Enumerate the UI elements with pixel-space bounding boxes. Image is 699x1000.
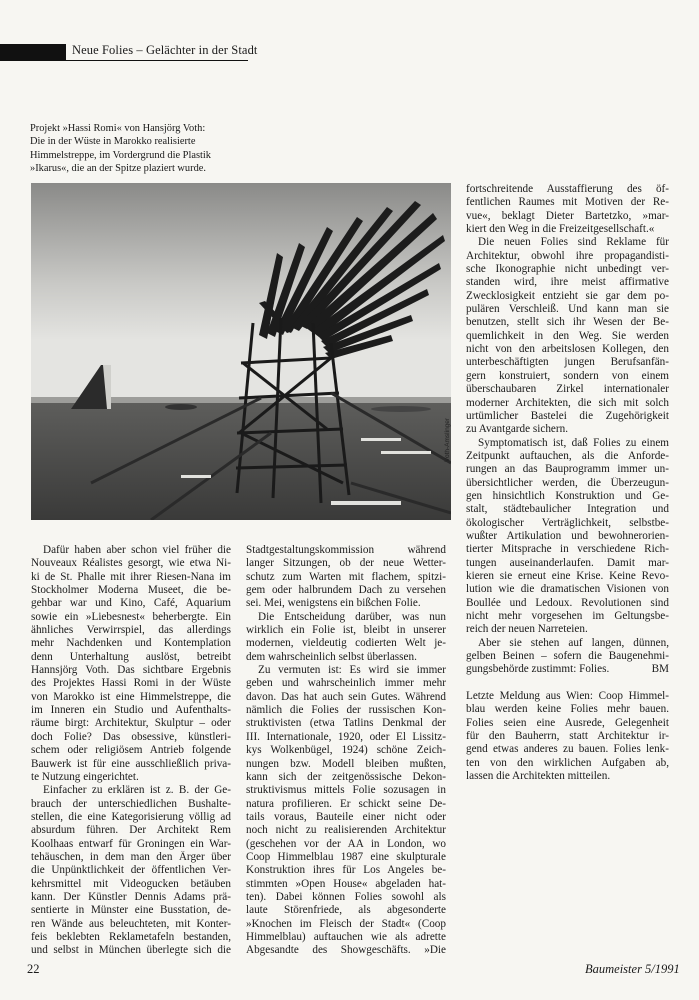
text-line: ren Wände aus beleuchteten, mit Konter-	[31, 917, 231, 930]
text-line: struktivismus mittels Folie sozusagen in	[246, 784, 446, 797]
text-line: stellen, die eine Kategorisierung völlig ad	[31, 810, 231, 823]
text-line: III. Internationale, 1920, oder El Lissitz-	[246, 730, 446, 743]
text-line: tails voraus, Bauteile einer nicht oder	[246, 810, 446, 823]
text-line: und selbst in München überlegte sich die	[31, 944, 231, 957]
text-line: langer Sitzungen, ob der neue Wetter-	[246, 557, 446, 570]
text-line: Letzte Meldung aus Wien: Coop Himmel-	[466, 690, 669, 703]
text-line: absurdum führen. Der Architekt Rem	[31, 824, 231, 837]
text-line: Zeitpunkt auftauchen, als die Anforde-	[466, 449, 669, 462]
text-line: Die Entscheidung darüber, was nun	[258, 610, 446, 623]
text-line: nungen bzw. Modell bleiben mußten,	[246, 757, 446, 770]
line-text: gungsbehörde zustimmt: Folies.	[466, 663, 610, 676]
text-line: ten von den wirklichen Aufgaben ab,	[466, 756, 669, 769]
text-line: Boullée und Ledoux. Revolutionen sind	[466, 596, 669, 609]
text-line: nicht mehr vorgesehen im Geltungsbe-	[466, 610, 669, 622]
text-line: Koolhaas entwarf für Groningen ein War-	[31, 837, 231, 850]
text-line: schem oder religiösem Antrieb folgende	[31, 744, 231, 757]
text-column-2	[246, 544, 446, 958]
text-line: Die neuen Folies sind Reklame für	[478, 236, 669, 249]
text-line: dem wahrscheinlich selbst überlassen.	[246, 650, 417, 663]
text-line: ökologischer Verträglichkeit, selbstbe-	[466, 516, 669, 529]
text-line: Symptomatisch ist, daß Folies zu einem	[478, 436, 669, 449]
text-line: gelben Beinen – sofern die Baugenehmi-	[466, 650, 669, 663]
text-line: brauch der unterschiedlichen Bushalte-	[31, 797, 231, 810]
caption-line: Projekt »Hassi Romi« von Hansjörg Voth:	[30, 123, 206, 134]
text-line: unterbeschäftigten jungen Berufsanfän-	[466, 356, 669, 369]
text-line	[466, 663, 669, 676]
text-column-1	[31, 544, 231, 958]
text-line: kann. Der Künstler Dennis Adams prä-	[31, 890, 231, 903]
text-line: gern konstruiert, sondern von einem	[466, 369, 669, 382]
text-line: standen wird, ihre meist affirmative	[466, 276, 669, 289]
text-line: te Nutzung eingerichtet.	[31, 770, 139, 783]
text-line: wirklich ein Folie ist, bleibt in unserer	[246, 624, 446, 637]
text-line: Himmelblau) auftauchen wie als adrette	[246, 930, 446, 943]
caption-line: »Ikarus«, die an der Spitze plaziert wurde.	[30, 162, 206, 174]
text-line: sche Ikonographie nicht unbedingt ver-	[466, 263, 669, 276]
text-line: stimmten »Open House« abgeladen hat-	[246, 877, 446, 890]
text-line: pulären Verschleiß. Und kann man sie	[466, 303, 669, 316]
text-line: vue«, beklagt Dieter Bartetzko, »mar-	[466, 209, 669, 222]
text-line: nämlich die Folies der russischen Kon-	[246, 704, 446, 717]
text-line: fentlichen Raumes mit Motiven der Re-	[466, 196, 669, 209]
text-line: davon. Das hat auch sein Gutes. Während	[246, 690, 446, 703]
text-line: räume birgt: Architektur, Skulptur – oder	[31, 717, 231, 730]
text-line: lution wie die dramatischen Visionen von	[466, 583, 669, 596]
text-line: Architektur, obwohl ihre propagandisti-	[466, 249, 669, 262]
text-line: sentierte in Münster eine Busstation, de-	[31, 904, 231, 917]
text-line: Nouveaux Réalistes gesorgt, wie etwa Ni-	[31, 557, 231, 570]
text-line: mehr Nachdenken und Kontemplation	[31, 637, 231, 650]
caption-line: Himmelstreppe, im Vordergrund die Plastik	[30, 149, 211, 161]
text-line: ähnliches Verwirrspiel, das allerdings	[31, 624, 231, 637]
text-line: Einfacher zu erklären ist z. B. der Ge-	[43, 784, 231, 797]
photo-caption	[30, 122, 280, 175]
text-line: moderner Architekten, die sich mit solch	[466, 396, 669, 409]
text-line: kehrsmittel mit Videogucken betäuben	[31, 877, 231, 890]
photo-credit: Voth-Amslinger	[444, 417, 451, 462]
text-line: modernen, vieldeutig codierten Welt je-	[246, 637, 446, 650]
text-line: Aber sie stehen auf langen, dünnen,	[478, 636, 669, 649]
running-header: Neue Folies – Gelächter in der Stadt	[72, 43, 258, 57]
text-line: feis beklebten Reklametafeln bestanden,	[31, 930, 231, 943]
text-line: Folies seien eine Ausrede, Gelegenheit	[466, 716, 669, 729]
text-line: übersichtlicher werden, die Überzeugun-	[466, 476, 669, 489]
text-line: Zwecklosigkeit entzieht sie gar dem po-	[466, 289, 669, 302]
text-column-3	[466, 183, 669, 783]
text-line: Abgesandte des Showgeschäfts. »Die	[246, 944, 446, 957]
text-line: quemlichkeit in den Weg. Sie werden	[466, 329, 669, 342]
text-line: Zu vermuten ist: Es wird sie immer	[258, 664, 446, 677]
text-line: sowie ein »Liebesnest« beherbergte. Ein	[31, 610, 231, 623]
text-line: Hannsjörg Voth. Das sichtbare Ergebnis	[31, 664, 231, 677]
journal-issue: Baumeister 5/1991	[585, 962, 680, 976]
text-line: fortschreitende Ausstaffierung des öf-	[466, 183, 669, 195]
text-line: nicht von den arbeitslosen Kollegen, den	[466, 343, 669, 356]
header-bar	[0, 44, 66, 61]
text-line: für den Bauherrn, statt Architektur ir-	[466, 730, 669, 743]
text-line: tierter Mitsprache in verschiedene Rich-	[466, 543, 669, 556]
desert-sculpture-photo	[31, 183, 451, 520]
text-line: denn Unterhaltung auslöst, betreibt	[31, 650, 231, 663]
text-line: des Projektes Hassi Romi in der Wüste	[31, 677, 231, 690]
text-line: sei. Mei, wenigstens ein bißchen Folie.	[246, 597, 421, 610]
text-line: (geschehen vor der AA in London, wo	[246, 837, 446, 850]
text-line: gem oder halbrundem Dach zu versehen	[246, 584, 446, 597]
author-signature: BM	[651, 663, 669, 676]
text-line: im Inneren ein Studio und Aufenthalts-	[31, 704, 231, 717]
text-line: natura profilieren. Er schickt seine De-	[246, 797, 446, 810]
text-line: Konstruktion ihres für Los Angeles be-	[246, 864, 446, 877]
text-line: rungen an das Bauprogramm immer un-	[466, 463, 669, 476]
text-line: laute Störenfriede, als abgesonderte	[246, 904, 446, 917]
text-line: urtümlicher Bastelei die Zugehörigkeit	[466, 409, 669, 422]
text-line: Bauwerk ist für eine ausschließlich priva-	[31, 757, 231, 770]
caption-line: Die in der Wüste in Marokko realisierte	[30, 136, 196, 148]
text-line: struktivisten (etwa Tatlins Denkmal der	[246, 717, 446, 730]
text-line: Coop Himmelblau 1987 eine skulpturale	[246, 850, 446, 863]
text-line: gen hinsichtlich Konstruktion und Ge-	[466, 489, 669, 502]
text-line: zu Avantgarde sichern.	[466, 423, 568, 436]
header-rule	[0, 60, 248, 61]
text-line: gend etwas anderes zu bauen. Folies lenk-	[466, 743, 669, 756]
text-line: von Marokko ist eine Himmelstreppe, die	[31, 690, 231, 703]
text-line: blau werden keine Folies mehr bauen.	[466, 703, 669, 716]
text-line: kys Wolkenbügel, 1924) schöne Zeich-	[246, 744, 446, 757]
text-line: reich der neuen Narreteien.	[466, 623, 588, 636]
text-line: wußter Artikulation und bewohnerorien-	[466, 529, 669, 542]
text-line: Dafür haben aber schon viel früher die	[43, 544, 231, 556]
text-line: kieren sie erneut eine Krise. Keine Revo-	[466, 569, 669, 582]
paragraph-spacer	[466, 677, 669, 690]
text-line: kiert den Weg in die Freizeitgesellschaft.«	[466, 223, 655, 236]
text-line: stalt, städtebaulicher Integration und	[466, 503, 669, 516]
text-line: noch nicht zu realisierenden Architektur	[246, 824, 446, 837]
text-line: ten). Dabei können Folies sowohl als	[246, 890, 446, 903]
text-line: schutz zum Warten mit flachem, spitzi-	[246, 570, 446, 583]
text-line: lassen die Architekten mitteilen.	[466, 770, 611, 783]
text-line: tehäuschen, in dem man den Ärger über	[31, 850, 231, 863]
text-line: Stadtgestaltungskommission während	[246, 544, 446, 556]
text-line: benutzen, stellt sich ihr Wesen der Be-	[466, 316, 669, 329]
text-line: tungen auseinanderlaufen. Damit mar-	[466, 556, 669, 569]
page-number: 22	[27, 962, 40, 976]
text-line: doch Folie? Das obsessive, künstleri-	[31, 730, 231, 743]
text-line: Stockholmer Moderna Museet, die be-	[31, 584, 231, 597]
text-line: kann sich der zeitgenössische Dekon-	[246, 770, 446, 783]
text-line: geben und wahrscheinlich immer mehr	[246, 677, 446, 690]
text-line: die Unpünktlichkeit der öffentlichen Ver-	[31, 864, 231, 877]
text-line: gehbar war und Kino, Café, Aquarium	[31, 597, 231, 610]
text-line: »Knochen im Fleisch der Stadt« (Coop	[246, 917, 446, 930]
text-line: ki de St. Phalle mit ihrer Riesen-Nana im	[31, 570, 231, 583]
text-line: überschaubaren Zirkel internationaler	[466, 383, 669, 396]
